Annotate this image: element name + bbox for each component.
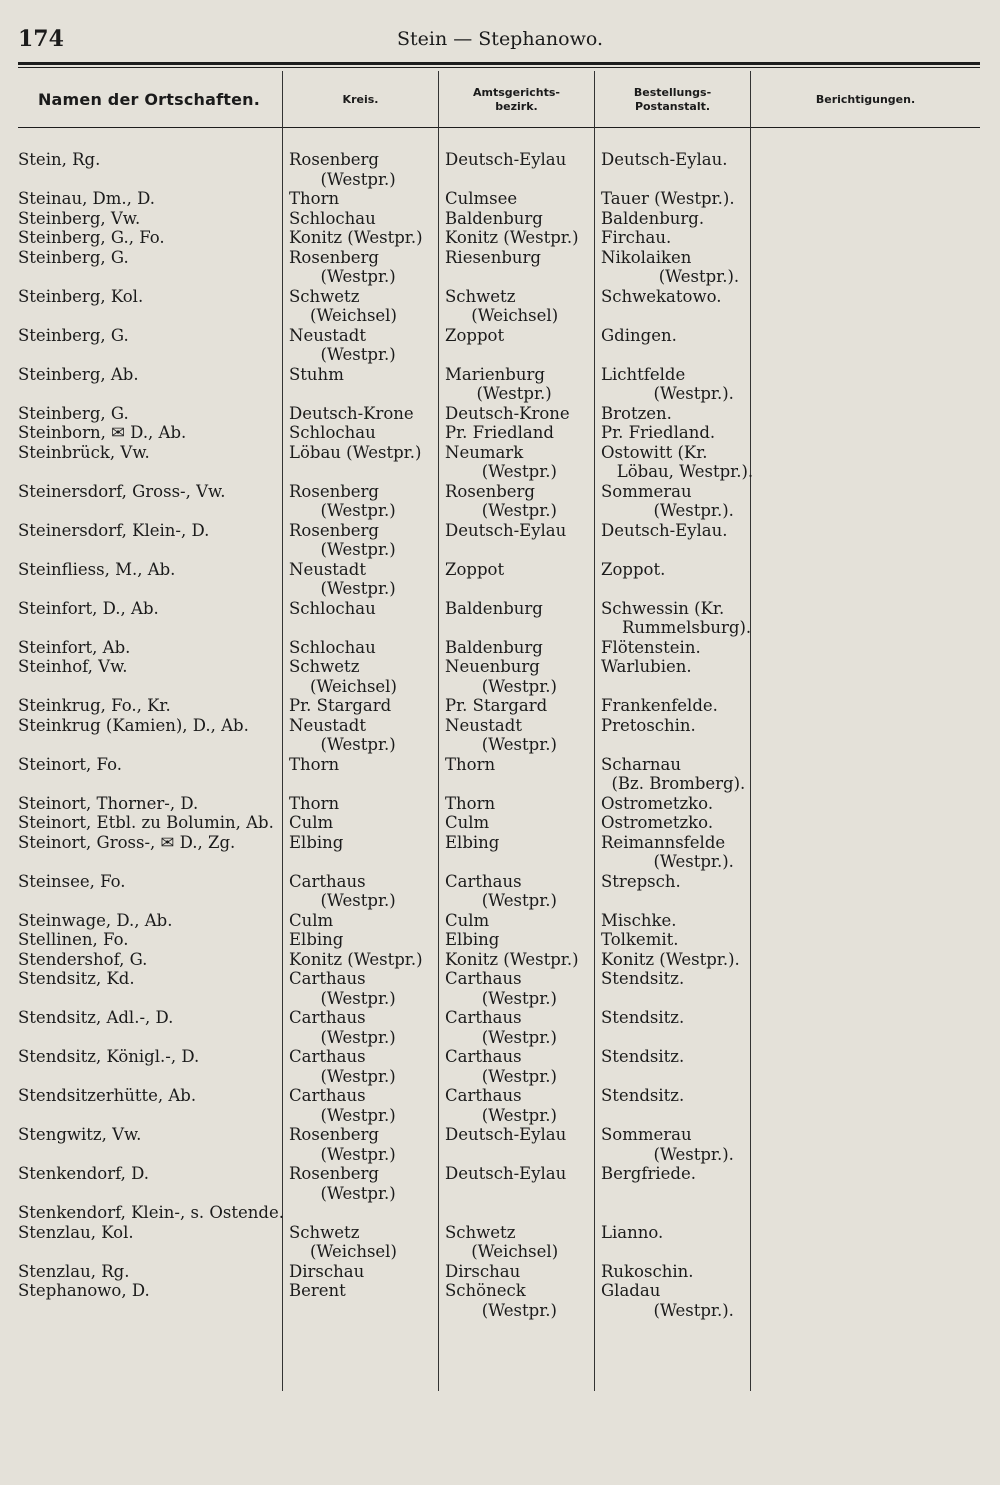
amtsgericht-cell: Riesenburg: [445, 247, 541, 267]
amtsgericht-cell: Elbing: [445, 832, 500, 852]
amtsgericht-cell: Carthaus (Westpr.): [445, 871, 557, 910]
table-row: [0, 696, 1000, 716]
postanstalt-cell: Pretoschin.: [601, 715, 696, 735]
place-name: Steinborn, ✉ D., Ab.: [18, 423, 187, 442]
table-row: [0, 1203, 1000, 1223]
place-name: Steinfort, D., Ab.: [18, 598, 159, 618]
table-row: [0, 1125, 1000, 1164]
amtsgericht-cell: Thorn: [445, 754, 496, 774]
place-name: Steinberg, G.: [18, 247, 129, 267]
amtsgericht-cell: Marienburg (Westpr.): [445, 364, 552, 403]
table-row: [0, 1164, 1000, 1203]
kreis-cell: Carthaus (Westpr.): [289, 1047, 396, 1086]
place-name: Stendsitz, Königl.-, D.: [18, 1047, 200, 1066]
amtsgericht-cell: Neuenburg (Westpr.): [445, 657, 557, 696]
postanstalt-cell: Stendsitz.: [601, 1008, 685, 1027]
amtsgericht-cell: Thorn: [445, 793, 496, 813]
kreis-cell: Rosenberg (Westpr.): [289, 150, 396, 189]
place-name: Stenzlau, Kol.: [18, 1222, 134, 1242]
amtsgericht-cell: Culm: [445, 910, 490, 930]
kreis-cell: Schwetz (Weichsel): [289, 286, 397, 325]
postanstalt-cell: Gladau (Westpr.).: [601, 1281, 734, 1320]
postanstalt-cell: Frankenfelde.: [601, 696, 718, 715]
kreis-cell: Rosenberg (Westpr.): [289, 1164, 396, 1203]
amtsgericht-cell: Schwetz (Weichsel): [445, 286, 559, 325]
place-name: Stenkendorf, Klein-, s. Ostende.: [18, 1203, 284, 1222]
table-row: [0, 969, 1000, 1008]
postanstalt-cell: Ostowitt (Kr. Löbau, Westpr.).: [601, 442, 754, 481]
kreis-cell: Elbing: [289, 832, 344, 852]
kreis-cell: Neustadt (Westpr.): [289, 325, 396, 364]
kreis-cell: Carthaus (Westpr.): [289, 1086, 396, 1125]
table-row: [0, 326, 1000, 365]
place-name: Steinkrug (Kamien), D., Ab.: [18, 715, 249, 735]
amtsgericht-cell: Deutsch-Krone: [445, 403, 570, 423]
postanstalt-cell: Strepsch.: [601, 871, 681, 891]
postanstalt-cell: Firchau.: [601, 228, 672, 247]
kreis-cell: Carthaus (Westpr.): [289, 1008, 396, 1047]
table-row: [0, 248, 1000, 287]
table-row: [0, 638, 1000, 658]
place-name: Steinersdorf, Gross-, Vw.: [18, 481, 226, 501]
amtsgericht-cell: Schöneck (Westpr.): [445, 1281, 557, 1320]
table-row: [0, 794, 1000, 814]
place-name: Stengwitz, Vw.: [18, 1125, 142, 1144]
table-row: [0, 423, 1000, 443]
table-row: [0, 1086, 1000, 1125]
table-row: [0, 950, 1000, 970]
place-name: Stenzlau, Rg.: [18, 1261, 130, 1281]
place-name: Steinersdorf, Klein-, D.: [18, 520, 210, 540]
postanstalt-cell: Ostrometzko.: [601, 813, 714, 832]
postanstalt-cell: Baldenburg.: [601, 208, 705, 228]
table-row: [0, 189, 1000, 209]
table-row: [0, 813, 1000, 833]
postanstalt-cell: Flötenstein.: [601, 637, 701, 657]
postanstalt-cell: Mischke.: [601, 910, 677, 930]
kreis-cell: Berent: [289, 1281, 346, 1300]
kreis-cell: Schlochau: [289, 423, 376, 442]
place-name: Steinau, Dm., D.: [18, 189, 156, 208]
postanstalt-cell: Lianno.: [601, 1222, 664, 1242]
amtsgericht-cell: Culmsee: [445, 189, 518, 208]
table-row: [0, 930, 1000, 950]
table-row: [0, 1281, 1000, 1320]
place-name: Steinort, Thorner-, D.: [18, 793, 199, 813]
amtsgericht-cell: Carthaus (Westpr.): [445, 969, 557, 1008]
table-row: [0, 150, 1000, 189]
place-name: Steinbrück, Vw.: [18, 442, 150, 462]
amtsgericht-cell: Neustadt (Westpr.): [445, 715, 557, 754]
kreis-cell: Rosenberg (Westpr.): [289, 481, 396, 520]
kreis-cell: Schwetz (Weichsel): [289, 1222, 397, 1261]
amtsgericht-cell: Neumark (Westpr.): [445, 442, 557, 481]
place-name: Steinort, Etbl. zu Bolumin, Ab.: [18, 813, 274, 832]
table-row: [0, 716, 1000, 755]
header-berichtigungen: Berichtigungen.: [815, 92, 916, 106]
postanstalt-cell: Warlubien.: [601, 657, 692, 676]
postanstalt-cell: Schwekatowo.: [601, 286, 722, 306]
postanstalt-cell: Zoppot.: [601, 559, 666, 579]
postanstalt-cell: Stendsitz.: [601, 1086, 685, 1105]
kreis-cell: Thorn: [289, 189, 340, 208]
postanstalt-cell: Bergfriede.: [601, 1164, 696, 1183]
postanstalt-cell: Scharnau (Bz. Bromberg).: [601, 754, 746, 793]
kreis-cell: Neustadt (Westpr.): [289, 715, 396, 754]
kreis-cell: Thorn: [289, 754, 340, 774]
kreis-cell: Neustadt (Westpr.): [289, 559, 396, 598]
table-row: [0, 1008, 1000, 1047]
amtsgericht-cell: Elbing: [445, 930, 500, 949]
place-name: Steinberg, G.: [18, 403, 129, 423]
kreis-cell: Culm: [289, 910, 334, 930]
kreis-cell: Konitz (Westpr.): [289, 949, 423, 969]
kreis-cell: Schlochau: [289, 208, 376, 228]
postanstalt-cell: Rukoschin.: [601, 1261, 694, 1281]
table-row: [0, 404, 1000, 424]
place-name: Steinsee, Fo.: [18, 871, 126, 891]
table-row: [0, 287, 1000, 326]
kreis-cell: Konitz (Westpr.): [289, 228, 423, 247]
kreis-cell: Rosenberg (Westpr.): [289, 247, 396, 286]
page-title: Stein — Stephanowo.: [397, 28, 603, 50]
table-row: [0, 599, 1000, 638]
place-name: Stendsitz, Kd.: [18, 969, 135, 988]
header-name: Namen der Ortschaften.: [37, 89, 261, 109]
table-row: [0, 755, 1000, 794]
amtsgericht-cell: Carthaus (Westpr.): [445, 1008, 557, 1047]
amtsgericht-cell: Culm: [445, 813, 490, 832]
amtsgericht-cell: Deutsch-Eylau: [445, 1125, 567, 1144]
table-row: [0, 521, 1000, 560]
place-name: Steinort, Gross-, ✉ D., Zg.: [18, 832, 236, 852]
kreis-cell: Culm: [289, 813, 334, 832]
postanstalt-cell: Tolkemit.: [601, 930, 679, 949]
kreis-cell: Pr. Stargard: [289, 696, 392, 715]
postanstalt-cell: Sommerau (Westpr.).: [601, 1125, 734, 1164]
table-row: [0, 1262, 1000, 1282]
table-row: [0, 833, 1000, 872]
kreis-cell: Rosenberg (Westpr.): [289, 520, 396, 559]
kreis-cell: Carthaus (Westpr.): [289, 969, 396, 1008]
table-row: [0, 1047, 1000, 1086]
top-rule: [18, 62, 980, 68]
place-name: Steinort, Fo.: [18, 754, 122, 774]
place-name: Steinberg, G.: [18, 325, 129, 345]
postanstalt-cell: Stendsitz.: [601, 1047, 685, 1066]
kreis-cell: Dirschau: [289, 1261, 365, 1281]
postanstalt-cell: Brotzen.: [601, 403, 672, 423]
amtsgericht-cell: Baldenburg: [445, 637, 543, 657]
amtsgericht-cell: Carthaus (Westpr.): [445, 1047, 557, 1086]
amtsgericht-cell: Konitz (Westpr.): [445, 228, 579, 247]
header-rule: [18, 127, 980, 128]
table-row: [0, 443, 1000, 482]
place-name: Stendsitz, Adl.-, D.: [18, 1008, 174, 1027]
postanstalt-cell: Ostrometzko.: [601, 793, 714, 813]
postanstalt-cell: Deutsch-Eylau.: [601, 150, 728, 169]
table-row: [0, 228, 1000, 248]
postanstalt-cell: Tauer (Westpr.).: [601, 189, 735, 208]
header-amtsgericht: Amtsgerichts- bezirk.: [472, 85, 561, 113]
kreis-cell: Stuhm: [289, 364, 344, 384]
place-name: Steinhof, Vw.: [18, 657, 128, 676]
header-kreis: Kreis.: [342, 92, 379, 106]
place-name: Stephanowo, D.: [18, 1281, 150, 1300]
entries-table: [0, 150, 1000, 1320]
postanstalt-cell: Gdingen.: [601, 325, 677, 345]
amtsgericht-cell: Deutsch-Eylau: [445, 150, 567, 169]
table-row: [0, 560, 1000, 599]
place-name: Steinfort, Ab.: [18, 637, 131, 657]
page-number: 174: [18, 26, 64, 52]
amtsgericht-cell: Rosenberg (Westpr.): [445, 481, 557, 520]
table-row: [0, 911, 1000, 931]
postanstalt-cell: Stendsitz.: [601, 969, 685, 988]
place-name: Steinberg, Ab.: [18, 364, 139, 384]
place-name: Stendsitzerhütte, Ab.: [18, 1086, 197, 1105]
amtsgericht-cell: Deutsch-Eylau: [445, 520, 567, 540]
postanstalt-cell: Sommerau (Westpr.).: [601, 481, 734, 520]
amtsgericht-cell: Pr. Friedland: [445, 423, 554, 442]
postanstalt-cell: Pr. Friedland.: [601, 423, 716, 442]
postanstalt-cell: Konitz (Westpr.).: [601, 949, 740, 969]
postanstalt-cell: Schwessin (Kr. Rummelsburg).: [601, 598, 752, 637]
table-row: [0, 482, 1000, 521]
table-row: [0, 872, 1000, 911]
amtsgericht-cell: Carthaus (Westpr.): [445, 1086, 557, 1125]
kreis-cell: Carthaus (Westpr.): [289, 871, 396, 910]
place-name: Stenkendorf, D.: [18, 1164, 149, 1183]
amtsgericht-cell: Baldenburg: [445, 208, 543, 228]
header-postanstalt: Bestellungs- Postanstalt.: [633, 85, 712, 113]
kreis-cell: Elbing: [289, 930, 344, 949]
place-name: Steinfliess, M., Ab.: [18, 559, 176, 579]
amtsgericht-cell: Schwetz (Weichsel): [445, 1222, 559, 1261]
place-name: Steinberg, G., Fo.: [18, 228, 165, 247]
amtsgericht-cell: Dirschau: [445, 1261, 521, 1281]
place-name: Steinwage, D., Ab.: [18, 910, 173, 930]
table-row: [0, 209, 1000, 229]
amtsgericht-cell: Pr. Stargard: [445, 696, 548, 715]
place-name: Steinberg, Kol.: [18, 286, 144, 306]
kreis-cell: Thorn: [289, 793, 340, 813]
amtsgericht-cell: Zoppot: [445, 559, 505, 579]
place-name: Stellinen, Fo.: [18, 930, 129, 949]
kreis-cell: Löbau (Westpr.): [289, 442, 422, 462]
amtsgericht-cell: Zoppot: [445, 325, 505, 345]
amtsgericht-cell: Konitz (Westpr.): [445, 949, 579, 969]
table-row: [0, 365, 1000, 404]
amtsgericht-cell: Baldenburg: [445, 598, 543, 618]
place-name: Stendershof, G.: [18, 949, 148, 969]
place-name: Steinkrug, Fo., Kr.: [18, 696, 171, 715]
kreis-cell: Deutsch-Krone: [289, 403, 414, 423]
table-row: [0, 657, 1000, 696]
postanstalt-cell: Deutsch-Eylau.: [601, 520, 728, 540]
place-name: Steinberg, Vw.: [18, 208, 141, 228]
place-name: Stein, Rg.: [18, 150, 101, 169]
kreis-cell: Schlochau: [289, 637, 376, 657]
postanstalt-cell: Nikolaiken (Westpr.).: [601, 247, 740, 286]
kreis-cell: Schwetz (Weichsel): [289, 657, 397, 696]
table-row: [0, 1223, 1000, 1262]
postanstalt-cell: Reimannsfelde (Westpr.).: [601, 832, 734, 871]
kreis-cell: Rosenberg (Westpr.): [289, 1125, 396, 1164]
amtsgericht-cell: Deutsch-Eylau: [445, 1164, 567, 1183]
kreis-cell: Schlochau: [289, 598, 376, 618]
postanstalt-cell: Lichtfelde (Westpr.).: [601, 364, 734, 403]
